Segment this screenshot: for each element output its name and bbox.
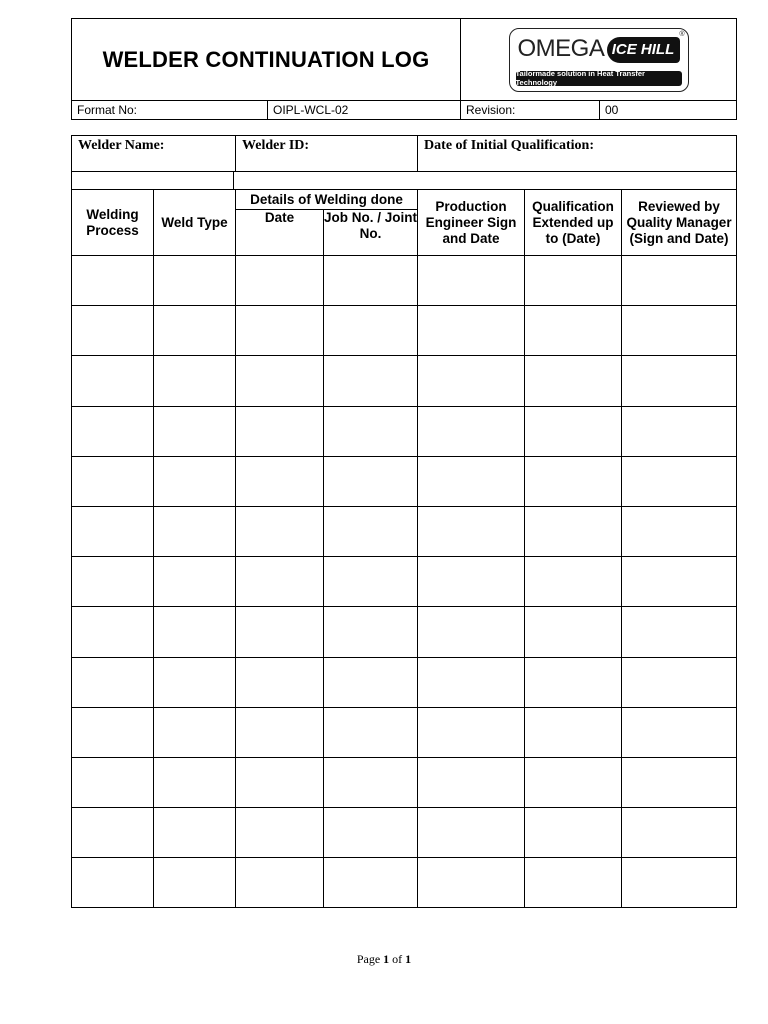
- table-cell[interactable]: [324, 757, 418, 807]
- table-cell[interactable]: [154, 256, 236, 306]
- table-cell[interactable]: [236, 506, 324, 556]
- table-cell[interactable]: [622, 406, 737, 456]
- table-cell[interactable]: [418, 506, 525, 556]
- col-reviewed-by: Reviewed by Quality Manager (Sign and Date): [622, 190, 737, 256]
- table-cell[interactable]: [154, 456, 236, 506]
- table-cell[interactable]: [236, 707, 324, 757]
- table-cell[interactable]: [418, 456, 525, 506]
- format-label: Format No:: [72, 101, 268, 120]
- table-cell[interactable]: [622, 557, 737, 607]
- table-cell[interactable]: [154, 757, 236, 807]
- welder-id-label: Welder ID:: [242, 138, 310, 153]
- table-cell[interactable]: [324, 808, 418, 858]
- table-row: [72, 808, 737, 858]
- table-cell[interactable]: [72, 356, 154, 406]
- table-cell[interactable]: [72, 506, 154, 556]
- table-cell[interactable]: [622, 757, 737, 807]
- table-cell[interactable]: [154, 406, 236, 456]
- table-cell[interactable]: [72, 256, 154, 306]
- table-cell[interactable]: [525, 808, 622, 858]
- table-cell[interactable]: [154, 306, 236, 356]
- welder-log-table: [71, 135, 737, 908]
- logo-brand-left: OMEGA: [517, 34, 605, 62]
- col-weld-type: Weld Type: [154, 190, 236, 256]
- table-cell[interactable]: [324, 306, 418, 356]
- table-cell[interactable]: [324, 858, 418, 908]
- table-cell[interactable]: [622, 306, 737, 356]
- table-cell[interactable]: [622, 607, 737, 657]
- table-cell[interactable]: [418, 406, 525, 456]
- table-cell[interactable]: [324, 607, 418, 657]
- table-cell[interactable]: [154, 657, 236, 707]
- page-footer: [0, 952, 768, 967]
- table-cell[interactable]: [324, 506, 418, 556]
- welder-info-row: [72, 136, 737, 172]
- table-cell[interactable]: [154, 808, 236, 858]
- table-cell[interactable]: [525, 356, 622, 406]
- table-cell[interactable]: [418, 356, 525, 406]
- table-cell[interactable]: [236, 657, 324, 707]
- table-cell[interactable]: [236, 557, 324, 607]
- table-cell[interactable]: [154, 707, 236, 757]
- document-header: [71, 18, 737, 120]
- header-row-top: [72, 190, 737, 210]
- table-cell[interactable]: [154, 506, 236, 556]
- table-cell[interactable]: [418, 808, 525, 858]
- table-cell[interactable]: [236, 607, 324, 657]
- table-cell[interactable]: [525, 707, 622, 757]
- table-cell[interactable]: [525, 557, 622, 607]
- table-cell[interactable]: [72, 306, 154, 356]
- table-cell[interactable]: [418, 757, 525, 807]
- table-cell[interactable]: [622, 707, 737, 757]
- table-cell[interactable]: [236, 306, 324, 356]
- table-cell[interactable]: [324, 406, 418, 456]
- revision-value: 00: [605, 103, 619, 117]
- table-cell[interactable]: [72, 858, 154, 908]
- table-cell[interactable]: [324, 657, 418, 707]
- table-cell[interactable]: [622, 506, 737, 556]
- table-cell[interactable]: [525, 306, 622, 356]
- table-row: [72, 506, 737, 556]
- table-cell[interactable]: [72, 757, 154, 807]
- table-cell[interactable]: [72, 557, 154, 607]
- table-cell[interactable]: [324, 707, 418, 757]
- table-row: [72, 858, 737, 908]
- table-cell[interactable]: [525, 858, 622, 908]
- table-cell[interactable]: [418, 306, 525, 356]
- table-cell[interactable]: [525, 506, 622, 556]
- table-cell[interactable]: [236, 757, 324, 807]
- table-cell[interactable]: [622, 858, 737, 908]
- table-cell[interactable]: [418, 256, 525, 306]
- table-cell[interactable]: [154, 607, 236, 657]
- spacer-cell: [234, 172, 737, 190]
- company-logo: [509, 28, 689, 92]
- document-title: WELDER CONTINUATION LOG: [102, 46, 430, 72]
- table-cell[interactable]: [154, 858, 236, 908]
- table-cell[interactable]: [236, 356, 324, 406]
- table-row: [72, 757, 737, 807]
- welder-id-field[interactable]: [236, 136, 418, 172]
- table-cell[interactable]: [622, 456, 737, 506]
- table-cell[interactable]: [525, 406, 622, 456]
- table-row: [72, 406, 737, 456]
- format-value: OIPL-WCL-02: [268, 101, 461, 120]
- welder-name-label: Welder Name:: [78, 138, 165, 153]
- table-cell[interactable]: [525, 757, 622, 807]
- col-production-engineer: Production Engineer Sign and Date: [418, 190, 525, 256]
- table-row: [72, 657, 737, 707]
- title-cell: [72, 19, 461, 100]
- table-cell[interactable]: [72, 808, 154, 858]
- welder-name-field[interactable]: [72, 136, 236, 172]
- col-welding-process: Welding Process: [72, 190, 154, 256]
- spacer-cell: [72, 172, 234, 190]
- table-cell[interactable]: [72, 657, 154, 707]
- logo-brand-right: ICE HILL: [607, 37, 680, 63]
- table-row: [72, 256, 737, 306]
- col-details-group: Details of Welding done: [236, 190, 418, 210]
- page-word: Page: [356, 952, 381, 966]
- logo-cell: [461, 19, 736, 100]
- table-row: [72, 707, 737, 757]
- current-page-number: 1: [383, 952, 390, 966]
- spacer-row: [72, 172, 737, 190]
- table-cell[interactable]: [72, 456, 154, 506]
- col-date: Date: [236, 210, 324, 256]
- table-cell[interactable]: [324, 256, 418, 306]
- format-meta-row: [72, 100, 736, 119]
- table-cell[interactable]: [236, 406, 324, 456]
- table-row: [72, 356, 737, 406]
- table-cell[interactable]: [418, 707, 525, 757]
- initial-qualification-label: Date of Initial Qualification:: [424, 138, 594, 153]
- table-cell[interactable]: [236, 256, 324, 306]
- table-cell[interactable]: [418, 858, 525, 908]
- table-cell[interactable]: [525, 607, 622, 657]
- table-cell[interactable]: [418, 607, 525, 657]
- table-row: [72, 456, 737, 506]
- col-qualification-extended: Qualification Extended up to (Date): [525, 190, 622, 256]
- logo-registered-mark: ®: [679, 30, 685, 38]
- table-cell[interactable]: [324, 456, 418, 506]
- table-cell[interactable]: [236, 808, 324, 858]
- table-cell[interactable]: [236, 456, 324, 506]
- table-cell[interactable]: [525, 256, 622, 306]
- total-page-number: 1: [405, 952, 412, 966]
- table-cell[interactable]: [622, 657, 737, 707]
- table-cell[interactable]: [622, 356, 737, 406]
- table-row: [72, 557, 737, 607]
- table-cell[interactable]: [525, 657, 622, 707]
- table-cell[interactable]: [418, 557, 525, 607]
- table-row: [72, 607, 737, 657]
- table-cell[interactable]: [525, 456, 622, 506]
- table-cell[interactable]: [154, 356, 236, 406]
- table-cell[interactable]: [324, 557, 418, 607]
- table-cell[interactable]: [72, 707, 154, 757]
- table-cell[interactable]: [622, 256, 737, 306]
- col-job-no: Job No. / Joint No.: [324, 210, 418, 256]
- of-word: of: [392, 952, 403, 966]
- table-cell[interactable]: [324, 356, 418, 406]
- table-cell[interactable]: [236, 858, 324, 908]
- table-cell[interactable]: [72, 607, 154, 657]
- logo-tagline: Tailormade solution in Heat Transfer Technology: [516, 71, 682, 86]
- revision-label: Revision:: [461, 101, 600, 120]
- table-row: [72, 306, 737, 356]
- table-cell[interactable]: [418, 657, 525, 707]
- table-cell[interactable]: [154, 557, 236, 607]
- table-cell[interactable]: [72, 406, 154, 456]
- table-cell[interactable]: [622, 808, 737, 858]
- initial-qualification-field[interactable]: [418, 136, 737, 172]
